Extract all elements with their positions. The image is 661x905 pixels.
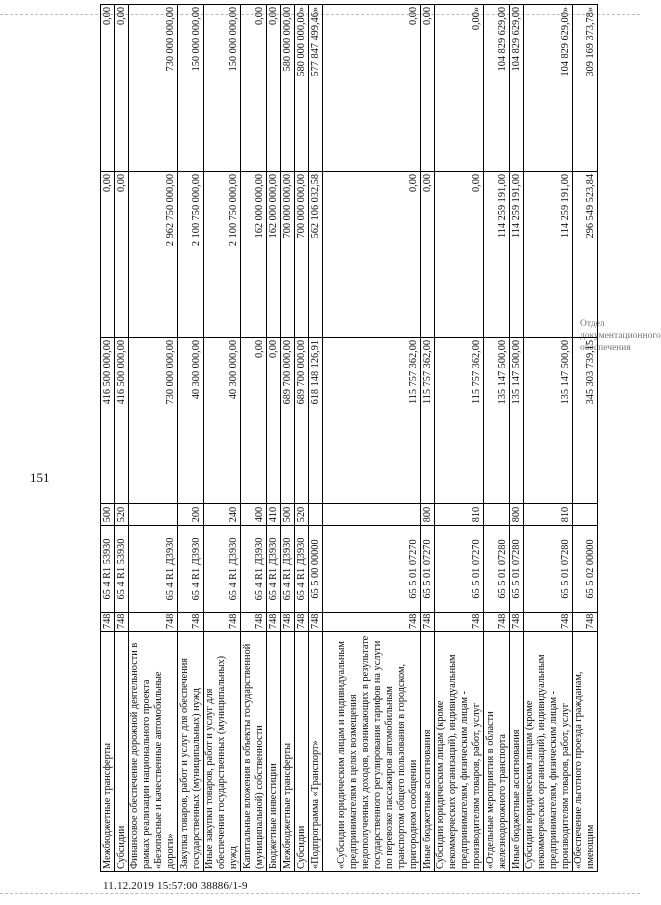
cell-amount-2: 114 259 191,00: [510, 172, 524, 338]
cell-amount-2: 162 000 000,00: [241, 172, 267, 338]
cell-csr: 65 4 R1 Д3930: [178, 526, 204, 613]
cell-vr: 520: [115, 504, 129, 526]
cell-amount-2: 296 549 523,84: [573, 172, 598, 338]
cell-csr: 65 5 01 07280: [510, 526, 524, 613]
table-row: [484, 5, 510, 872]
cell-amount-2: 700 000 000,00: [281, 172, 295, 338]
cell-grbs: 748: [323, 613, 421, 632]
cell-grbs: 748: [115, 613, 129, 632]
bottom-edge-line: [0, 893, 640, 894]
cell-csr: 65 4 R1 Д3930: [281, 526, 295, 613]
cell-amount-3: 580 000 000,00: [281, 5, 295, 172]
cell-name: Субсидии юридическим лицам (кроме некоммерческих организаций), индивидуальным предпринимателям, физическим лицам - производителям товаров, работ, услуг: [524, 632, 573, 872]
document-stamp: 11.12.2019 15:57:00 38886/1-9: [103, 880, 248, 892]
cell-grbs: 748: [435, 613, 484, 632]
cell-csr: 65 4 R1 Д3930: [295, 526, 309, 613]
page-number: 151: [30, 470, 50, 485]
cell-name: Иные бюджетные ассигнования: [510, 632, 524, 872]
cell-name: «Субсидии юридическим лицам и индивидуальным предпринимателям в целях возмещения недополученных доходов, возникающих в результате государственного регулирования тарифов на услуги по перевозке пассажиров автомобильным транспортом общего пользования в городском, пригородном сообщении: [323, 632, 421, 872]
cell-name: Бюджетные инвестиции: [267, 632, 281, 872]
cell-name: «Подпрограмма «Транспорт»: [309, 632, 323, 872]
table-row: [524, 5, 573, 872]
department-stamp: Отдел документационного обеспечения: [580, 319, 661, 353]
cell-vr: [309, 504, 323, 526]
cell-name: Субсидии: [115, 632, 129, 872]
cell-vr: [484, 504, 510, 526]
cell-vr: 520: [295, 504, 309, 526]
cell-vr: [573, 504, 598, 526]
cell-vr: 410: [267, 504, 281, 526]
cell-vr: 400: [241, 504, 267, 526]
table-row: [573, 5, 598, 872]
cell-grbs: 748: [484, 613, 510, 632]
cell-amount-3: 0,00»: [435, 5, 484, 172]
cell-grbs: 748: [524, 613, 573, 632]
table-row: [129, 5, 178, 872]
cell-amount-3: 0,00: [241, 5, 267, 172]
cell-csr: 65 5 01 07280: [484, 526, 510, 613]
cell-amount-1: 135 147 500,00: [524, 338, 573, 504]
cell-amount-1: 0,00: [241, 338, 267, 504]
cell-amount-3: 0,00: [323, 5, 421, 172]
cell-amount-3: 0,00: [267, 5, 281, 172]
cell-grbs: 748: [178, 613, 204, 632]
cell-vr: 810: [524, 504, 573, 526]
cell-name: Капитальные вложения в объекты государственной (муниципальной) собственности: [241, 632, 267, 872]
cell-amount-2: 2 962 750 000,00: [129, 172, 178, 338]
cell-grbs: 748: [267, 613, 281, 632]
table-row: [241, 5, 267, 872]
table-row: [323, 5, 421, 872]
cell-amount-3: 104 829 629,00»: [524, 5, 573, 172]
cell-csr: 65 5 02 00000: [573, 526, 598, 613]
table-row: [115, 5, 129, 872]
table-row: [267, 5, 281, 872]
cell-amount-3: 730 000 000,00: [129, 5, 178, 172]
cell-amount-3: 104 829 629,00: [510, 5, 524, 172]
cell-name: Межбюджетные трансферты: [281, 632, 295, 872]
cell-grbs: 748: [204, 613, 241, 632]
cell-name: Межбюджетные трансферты: [101, 632, 115, 872]
cell-amount-2: 0,00: [435, 172, 484, 338]
cell-vr: 240: [204, 504, 241, 526]
cell-amount-1: 115 757 362,00: [421, 338, 435, 504]
cell-amount-1: 0,00: [267, 338, 281, 504]
cell-amount-2: 114 259 191,00: [484, 172, 510, 338]
cell-amount-3: 577 847 499,46»: [309, 5, 323, 172]
cell-name: Субсидии: [295, 632, 309, 872]
budget-table-rotated: [100, 5, 596, 872]
cell-csr: 65 5 00 00000: [309, 526, 323, 613]
cell-grbs: 748: [281, 613, 295, 632]
cell-amount-1: 40 300 000,00: [204, 338, 241, 504]
cell-vr: [323, 504, 421, 526]
cell-name: Закупка товаров, работ и услуг для обеспечения государственных (муниципальных) нужд: [178, 632, 204, 872]
cell-amount-1: 689 700 000,00: [281, 338, 295, 504]
table-row: [421, 5, 435, 872]
cell-amount-3: 0,00: [115, 5, 129, 172]
cell-amount-2: 2 100 750 000,00: [178, 172, 204, 338]
cell-csr: 65 5 01 07270: [435, 526, 484, 613]
cell-name: Иные бюджетные ассигнования: [421, 632, 435, 872]
cell-name: «Отдельные мероприятия в области железнодорожного транспорта: [484, 632, 510, 872]
cell-amount-3: 309 169 373,78»: [573, 5, 598, 172]
cell-amount-1: 345 303 739,15: [573, 338, 598, 504]
table-row: [295, 5, 309, 872]
cell-amount-1: 689 700 000,00: [295, 338, 309, 504]
cell-vr: 200: [178, 504, 204, 526]
cell-csr: 65 4 R1 Д3930: [129, 526, 178, 613]
cell-amount-3: 0,00: [101, 5, 115, 172]
cell-csr: 65 5 01 07270: [323, 526, 421, 613]
cell-vr: [129, 504, 178, 526]
cell-amount-1: 40 300 000,00: [178, 338, 204, 504]
cell-grbs: 748: [129, 613, 178, 632]
cell-amount-2: 0,00: [101, 172, 115, 338]
cell-amount-2: 162 000 000,00: [267, 172, 281, 338]
cell-amount-1: 730 000 000,00: [129, 338, 178, 504]
cell-grbs: 748: [421, 613, 435, 632]
table-row: [309, 5, 323, 872]
cell-name: Финансовое обеспечение дорожной деятельности в рамках реализации национального проекта «Безопасные и качественные автомобильные дороги»: [129, 632, 178, 872]
table-row: [204, 5, 241, 872]
cell-grbs: 748: [101, 613, 115, 632]
cell-name: Субсидии юридическим лицам (кроме некоммерческих организаций), индивидуальным предпринимателям, физическим лицам - производителям товаров, работ, услуг: [435, 632, 484, 872]
cell-amount-2: 0,00: [115, 172, 129, 338]
cell-name: «Обеспечение льготного проезда гражданам, имеющим: [573, 632, 598, 872]
cell-grbs: 748: [241, 613, 267, 632]
budget-table: [100, 4, 598, 872]
cell-vr: 800: [510, 504, 524, 526]
cell-amount-3: 150 000 000,00: [178, 5, 204, 172]
cell-csr: 65 4 R1 Д3930: [204, 526, 241, 613]
cell-amount-2: 0,00: [421, 172, 435, 338]
cell-csr: 65 4 R1 Д3930: [241, 526, 267, 613]
cell-amount-1: 416 500 000,00: [101, 338, 115, 504]
cell-grbs: 748: [309, 613, 323, 632]
cell-amount-1: 135 147 500,00: [510, 338, 524, 504]
cell-vr: 800: [421, 504, 435, 526]
cell-grbs: 748: [573, 613, 598, 632]
table-row: [281, 5, 295, 872]
table-row: [435, 5, 484, 872]
cell-amount-2: 700 000 000,00: [295, 172, 309, 338]
cell-amount-1: 115 757 362,00: [323, 338, 421, 504]
cell-name: Иные закупки товаров, работ и услуг для обеспечения государственных (муниципальных) нужд: [204, 632, 241, 872]
cell-grbs: 748: [295, 613, 309, 632]
cell-amount-1: 115 757 362,00: [435, 338, 484, 504]
cell-csr: 65 5 01 07280: [524, 526, 573, 613]
cell-amount-2: 562 106 032,58: [309, 172, 323, 338]
cell-csr: 65 4 R1 Д3930: [267, 526, 281, 613]
cell-amount-1: 618 148 126,91: [309, 338, 323, 504]
table-row: [178, 5, 204, 872]
cell-csr: 65 5 01 07270: [421, 526, 435, 613]
cell-amount-3: 0,00: [421, 5, 435, 172]
cell-amount-2: 2 100 750 000,00: [204, 172, 241, 338]
table-row: [101, 5, 115, 872]
cell-amount-2: 0,00: [323, 172, 421, 338]
cell-amount-1: 135 147 500,00: [484, 338, 510, 504]
cell-csr: 65 4 R1 53930: [101, 526, 115, 613]
cell-vr: 500: [101, 504, 115, 526]
cell-amount-2: 114 259 191,00: [524, 172, 573, 338]
cell-amount-1: 416 500 000,00: [115, 338, 129, 504]
cell-amount-3: 150 000 000,00: [204, 5, 241, 172]
cell-vr: 500: [281, 504, 295, 526]
cell-grbs: 748: [510, 613, 524, 632]
table-row: [510, 5, 524, 872]
cell-amount-3: 580 000 000,00»: [295, 5, 309, 172]
cell-csr: 65 4 R1 53930: [115, 526, 129, 613]
cell-amount-3: 104 829 629,00: [484, 5, 510, 172]
cell-vr: 810: [435, 504, 484, 526]
